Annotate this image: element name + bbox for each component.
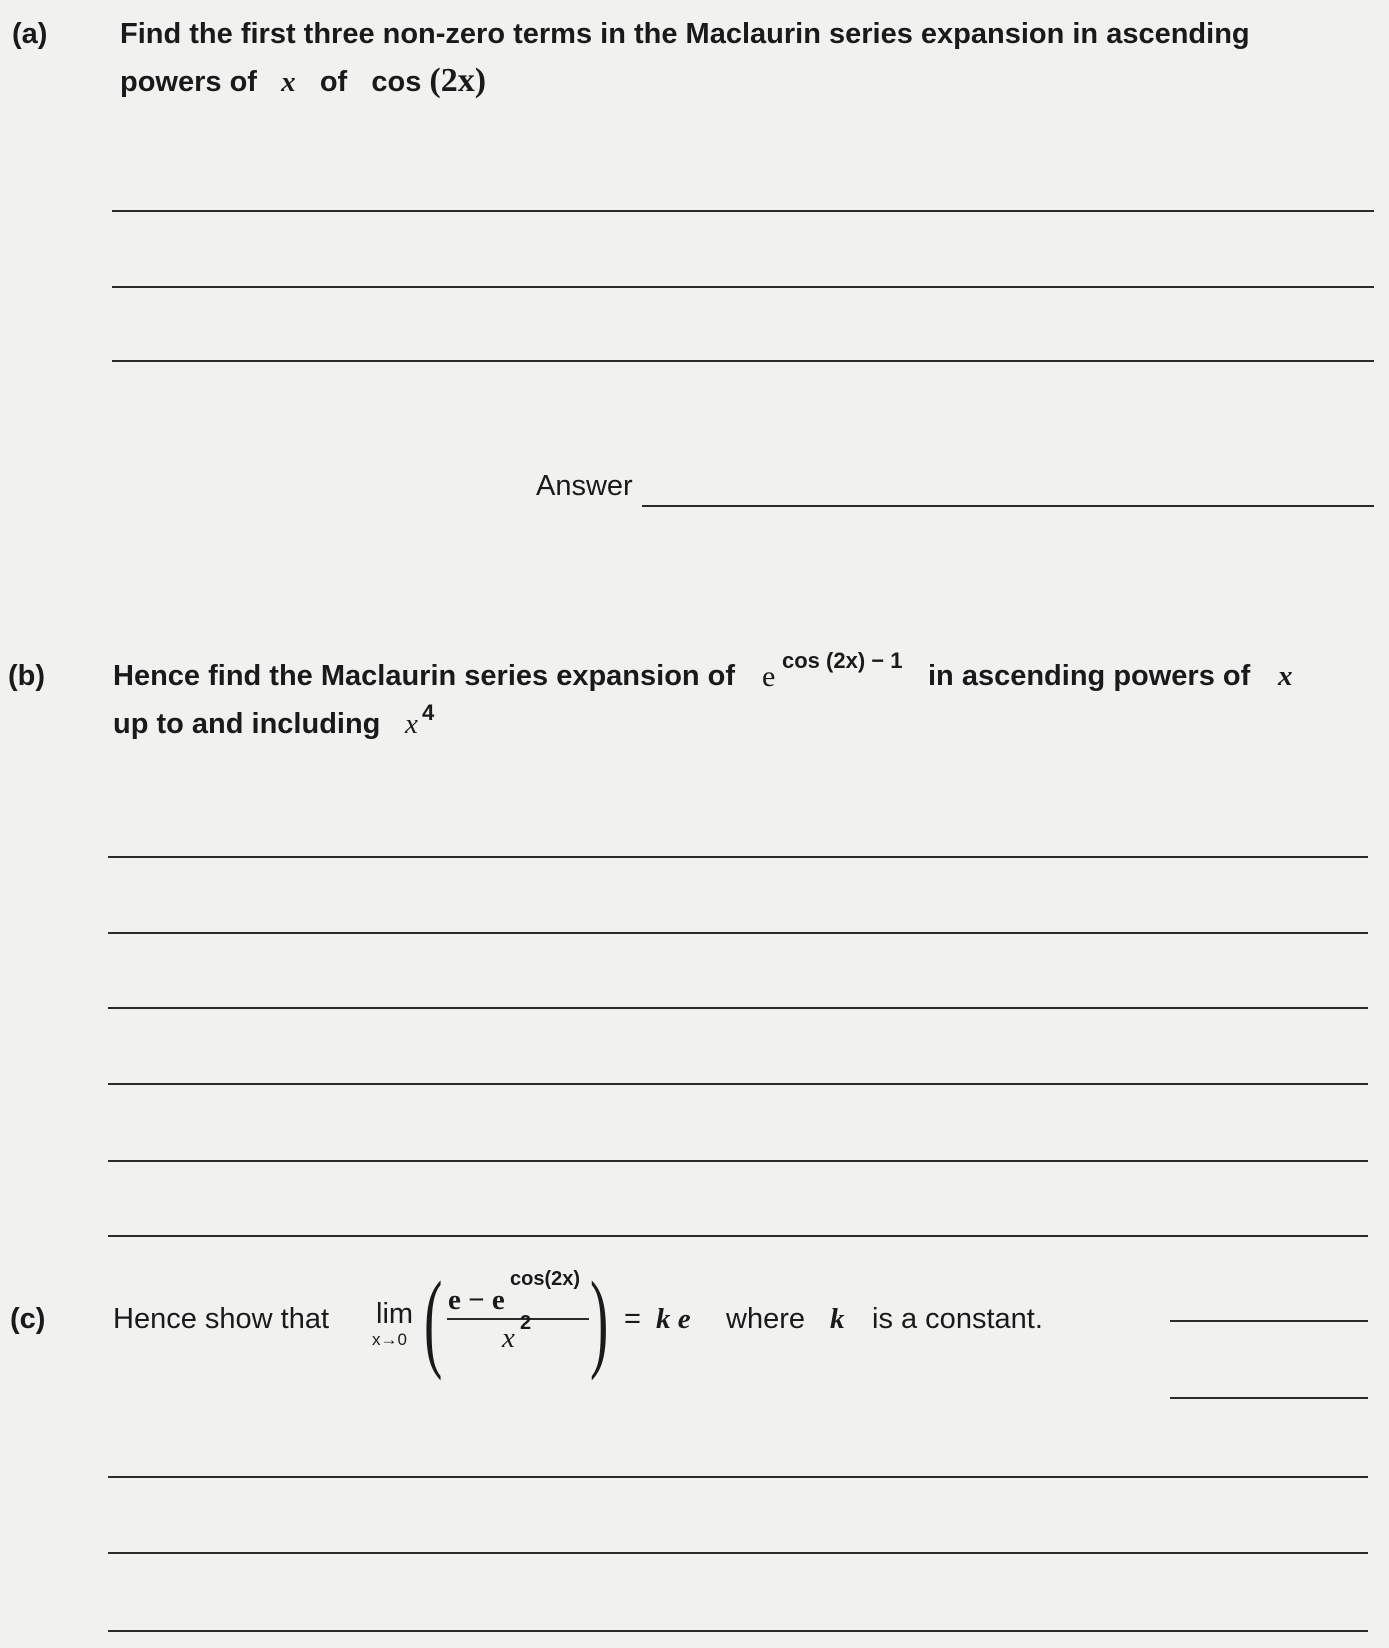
answer-field-a[interactable]: [642, 505, 1374, 507]
answer-label: Answer: [536, 470, 633, 502]
answer-line-c3[interactable]: [108, 1476, 1368, 1478]
part-b-label: (b): [8, 660, 46, 692]
where-text: where: [726, 1303, 805, 1335]
part-b-question-suffix: in ascending powers of: [928, 660, 1251, 692]
exp-base-e: e: [762, 660, 776, 693]
right-paren: ): [590, 1259, 609, 1381]
answer-line-b3[interactable]: [108, 1007, 1368, 1009]
x4-exponent: 4: [422, 700, 435, 725]
part-b-question-line2: up to and including: [113, 708, 381, 740]
exp-exponent: cos (2x) − 1: [782, 648, 903, 673]
answer-line-b4[interactable]: [108, 1083, 1368, 1085]
left-paren: (: [424, 1259, 443, 1381]
part-a-question-line2: [120, 62, 486, 100]
of-text: of: [319, 66, 348, 98]
answer-line-b1[interactable]: [108, 856, 1368, 858]
answer-line-c4[interactable]: [108, 1552, 1368, 1554]
x4-base: x: [405, 708, 418, 740]
equals-sign: =: [624, 1303, 641, 1335]
variable-k: k: [830, 1303, 845, 1335]
part-c-label: (c): [10, 1303, 46, 1335]
answer-line-b6[interactable]: [108, 1235, 1368, 1237]
limit-subscript: x→0: [372, 1330, 407, 1349]
part-a-label: (a): [12, 18, 48, 50]
variable-x-b: x: [1278, 660, 1293, 692]
answer-line-c2[interactable]: [1170, 1397, 1368, 1399]
limit-numerator: e − e: [448, 1284, 505, 1316]
answer-line-c5[interactable]: [108, 1630, 1368, 1632]
rhs-ke: k e: [656, 1303, 691, 1335]
part-c-question-start: Hence show that: [113, 1303, 330, 1335]
limit-denominator-exp: 2: [520, 1312, 532, 1334]
limit-denominator: x: [502, 1322, 515, 1354]
cos-function: cos: [371, 66, 422, 98]
part-a-question-line1: Find the first three non-zero terms in the Maclaurin series expansion in ascending: [120, 18, 1250, 50]
powers-of-text: powers of: [120, 66, 257, 98]
fraction-bar: [447, 1318, 589, 1320]
constant-text: is a constant.: [872, 1303, 1043, 1335]
limit-operator: lim: [376, 1298, 414, 1330]
answer-line-a1[interactable]: [112, 210, 1374, 212]
answer-line-b5[interactable]: [108, 1160, 1368, 1162]
limit-numerator-exp: cos(2x): [510, 1268, 581, 1290]
cos-argument: (2x): [429, 62, 487, 99]
part-b-question-line1: Hence find the Maclaurin series expansion of: [113, 660, 736, 692]
answer-line-a2[interactable]: [112, 286, 1374, 288]
variable-x: x: [281, 66, 296, 98]
answer-line-a3[interactable]: [112, 360, 1374, 362]
answer-line-c1[interactable]: [1170, 1320, 1368, 1322]
answer-line-b2[interactable]: [108, 932, 1368, 934]
